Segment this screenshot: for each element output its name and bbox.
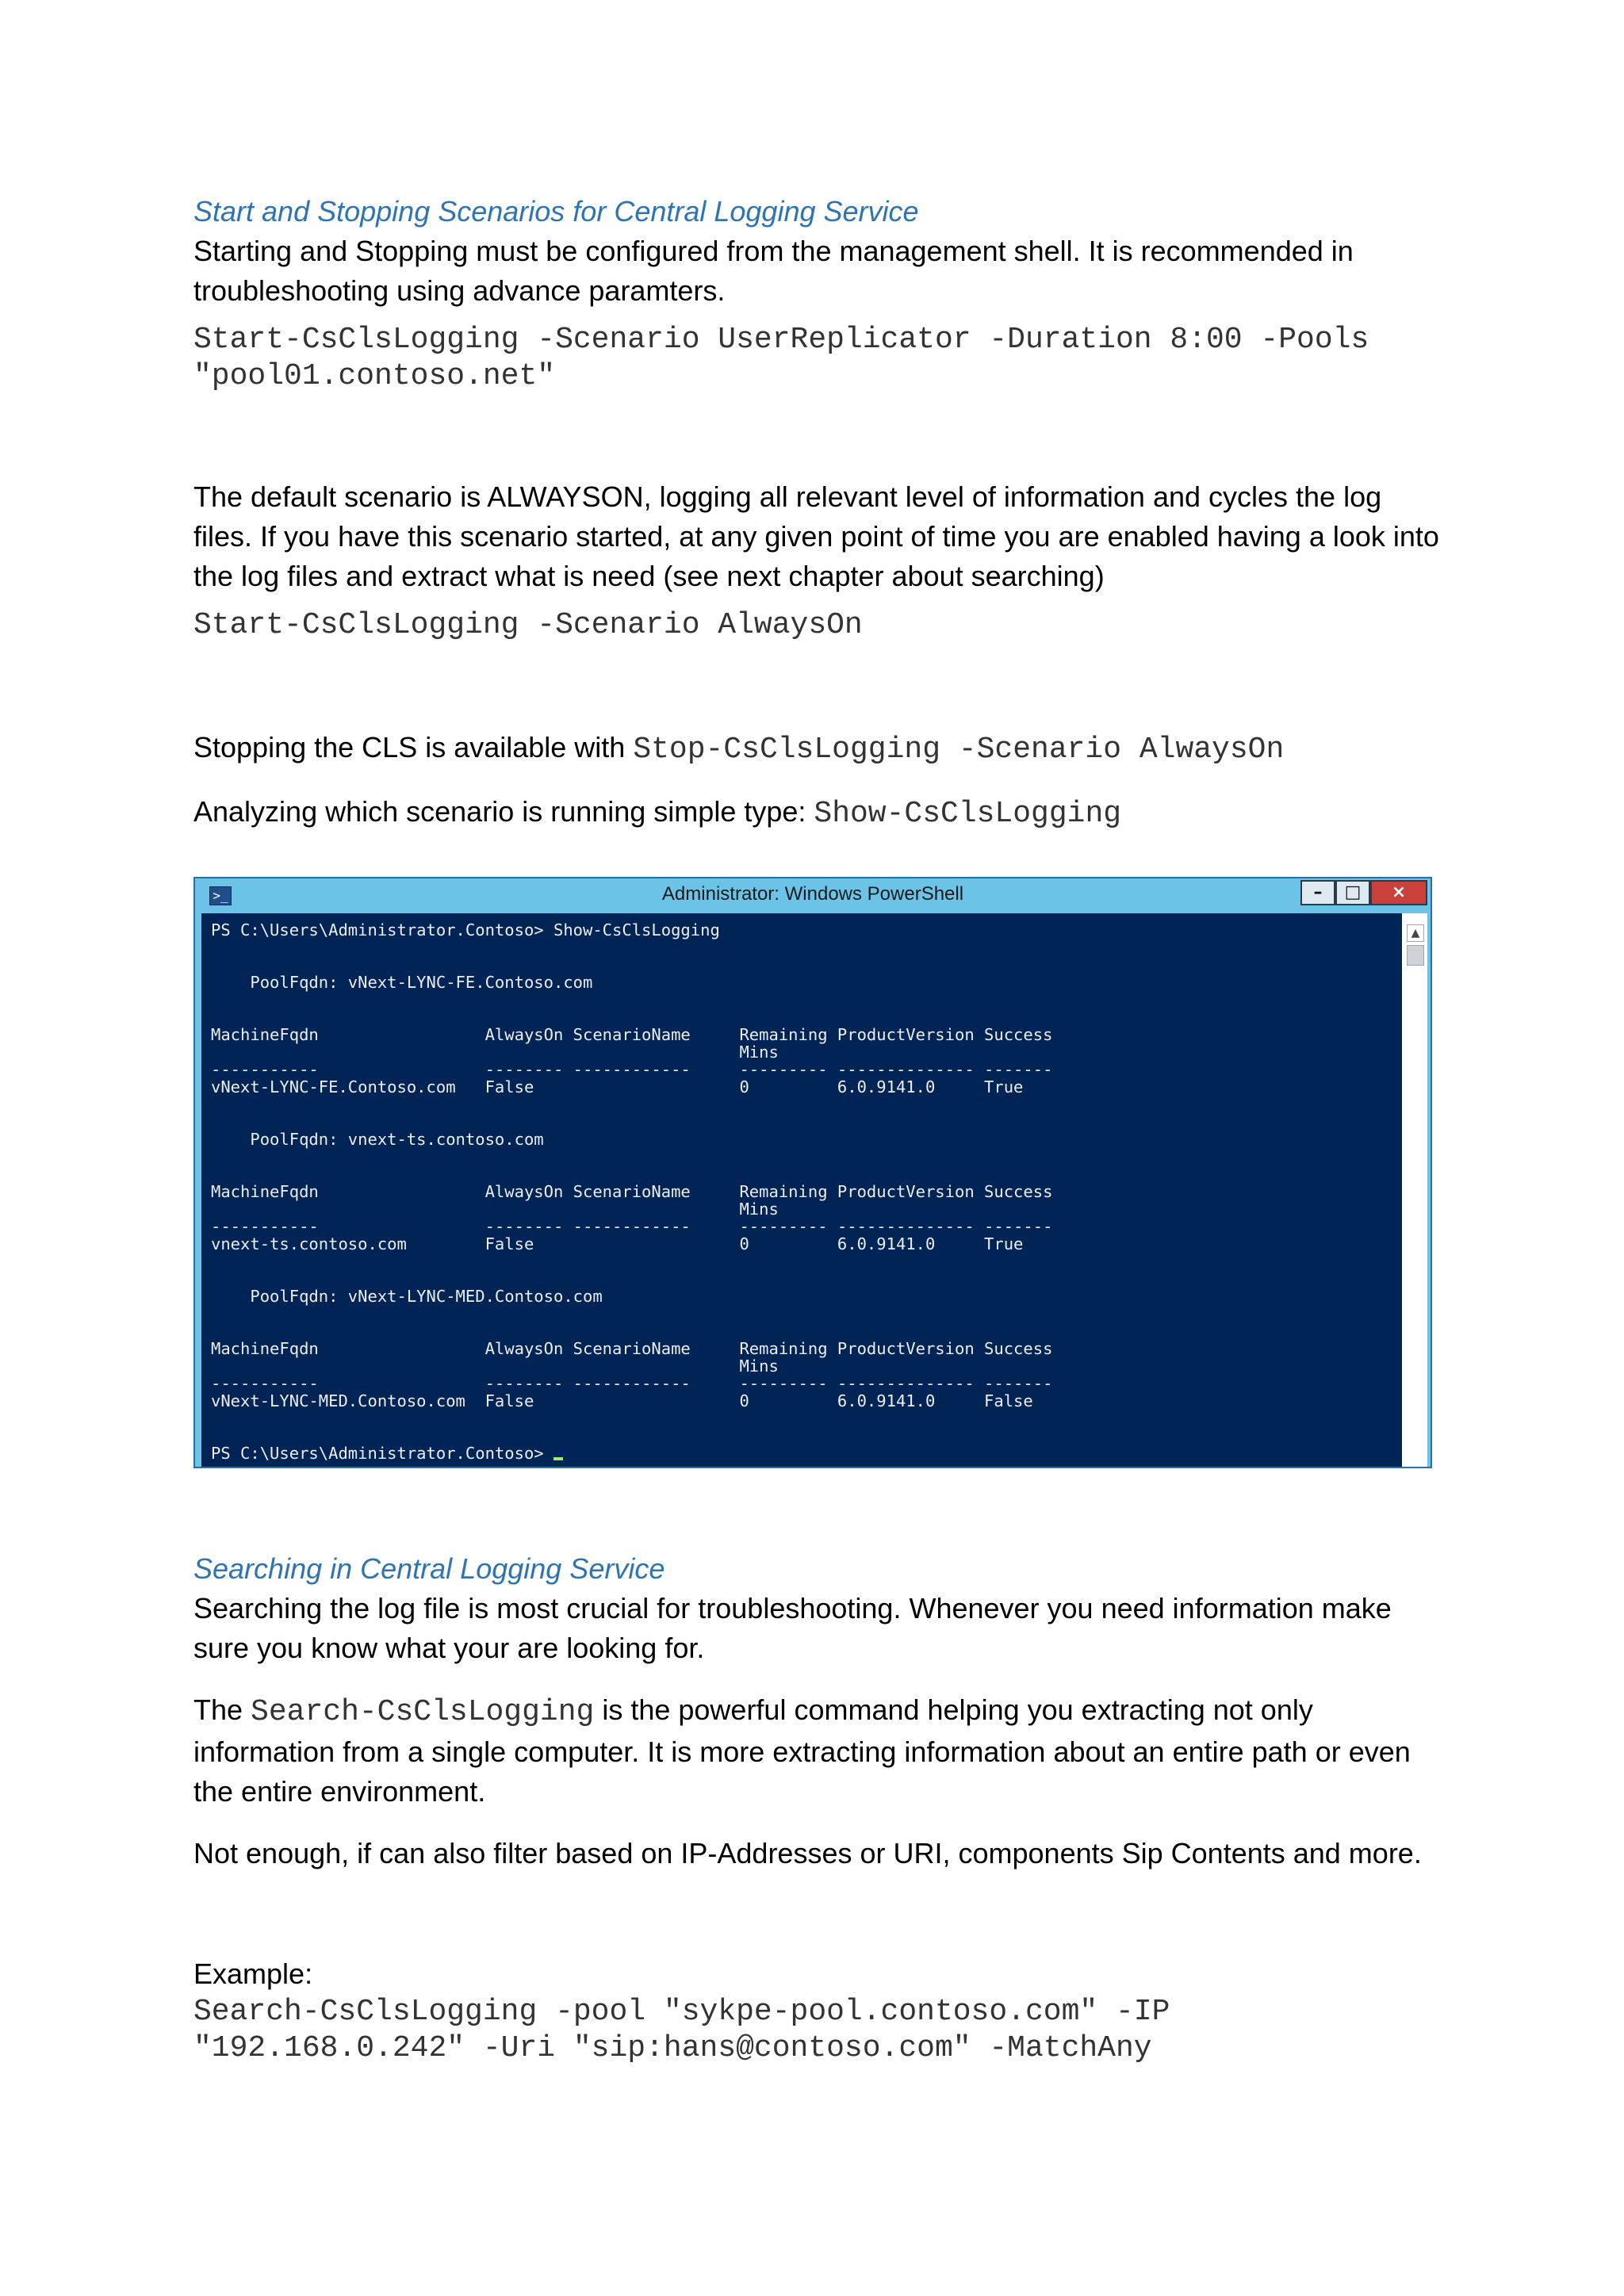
section-heading-searching: Searching in Central Logging Service (193, 1552, 665, 1585)
p2-prefix: The (193, 1693, 251, 1726)
searching-paragraph-3: Not enough, if can also filter based on IP-Addresses or URI, components Sip Contents and more. (193, 1837, 1422, 1869)
intro-paragraph: Starting and Stopping must be configured from the management shell. It is recommended in troubleshooting using advance paramters. (193, 235, 1354, 307)
searching-paragraph-1: Searching the log file is most crucial for troubleshooting. Whenever you need information make sure you know what your are looking for. (193, 1592, 1392, 1664)
minimize-button[interactable]: – (1300, 880, 1335, 905)
stop-paragraph (193, 728, 1446, 770)
section-start-stop (193, 192, 1446, 834)
example-label: Example: (193, 1957, 313, 1990)
powershell-icon[interactable]: >_ (209, 886, 232, 905)
powershell-console[interactable] (201, 913, 1402, 1467)
code-search-example: Search-CsClsLogging -pool "sykpe-pool.contoso.com" -IP "192.168.0.242" -Uri "sip:hans@contoso.com" -MatchAny (193, 1995, 1170, 2065)
analyze-code: Show-CsClsLogging (814, 797, 1122, 831)
section-searching (193, 1549, 1446, 2067)
searching-paragraph-2 (193, 1690, 1446, 1812)
p2-code: Search-CsClsLogging (251, 1695, 595, 1729)
powershell-title: Administrator: Windows PowerShell (661, 883, 964, 905)
console-text: PS C:\Users\Administrator.Contoso> Show-CsClsLogging PoolFqdn: vNext-LYNC-FE.Contoso.com MachineFqdn AlwaysOn ScenarioName Remaining ProductVersion Success Mins ----------- -------- ------------ --------- -------------- ------- vNext-LYNC-FE.Contoso.com False 0 6.0.9141.0 True PoolFqdn: vnext-ts.contoso.com MachineFqdn AlwaysOn ScenarioName Remaining ProductVersion Success Mins ----------- -------- ------------ --------- -------------- ------- vnext-ts.contoso.com False 0 6.0.9141.0 True PoolFqdn: vNext-LYNC-MED.Contoso.com MachineFqdn AlwaysOn ScenarioName Remaining ProductVersion Success Mins ----------- -------- ------------ --------- -------------- ------- vNext-LYNC-MED.Contoso.com False 0 6.0.9141.0 False PS C:\Users\Administrator.Contoso> (211, 920, 1053, 1463)
powershell-titlebar[interactable] (195, 878, 1431, 913)
stop-text: Stopping the CLS is available with (193, 731, 634, 763)
powershell-window (193, 877, 1432, 1468)
close-button[interactable]: × (1370, 880, 1427, 905)
console-cursor (553, 1457, 563, 1460)
scroll-up-arrow-icon[interactable]: ▲ (1407, 924, 1424, 942)
code-start-userreplicator: Start-CsClsLogging -Scenario UserReplicator -Duration 8:00 -Pools "pool01.contoso.net" (193, 323, 1369, 393)
section-heading-start-stop: Start and Stopping Scenarios for Central Logging Service (193, 195, 919, 228)
scrollbar-thumb[interactable] (1407, 945, 1424, 966)
default-scenario-paragraph: The default scenario is ALWAYSON, logging all relevant level of information and cycles the log files. If you have this scenario started, at any given point of time you are enabled having a look into the log files and extract what is need (see next chapter about searching) (193, 480, 1439, 592)
analyze-paragraph (193, 792, 1446, 834)
vertical-scrollbar[interactable] (1402, 913, 1427, 1467)
console-output (201, 913, 1402, 1462)
p2-suffix: is the powerful command helping you extracting not only information from a single computer. It is more extracting information about an entire path or even the entire environment. (193, 1693, 1411, 1808)
analyze-text: Analyzing which scenario is running simple type: (193, 795, 814, 828)
maximize-button[interactable]: □ (1335, 880, 1370, 905)
code-start-alwayson: Start-CsClsLogging -Scenario AlwaysOn (193, 608, 863, 642)
stop-code: Stop-CsClsLogging -Scenario AlwaysOn (633, 733, 1285, 767)
